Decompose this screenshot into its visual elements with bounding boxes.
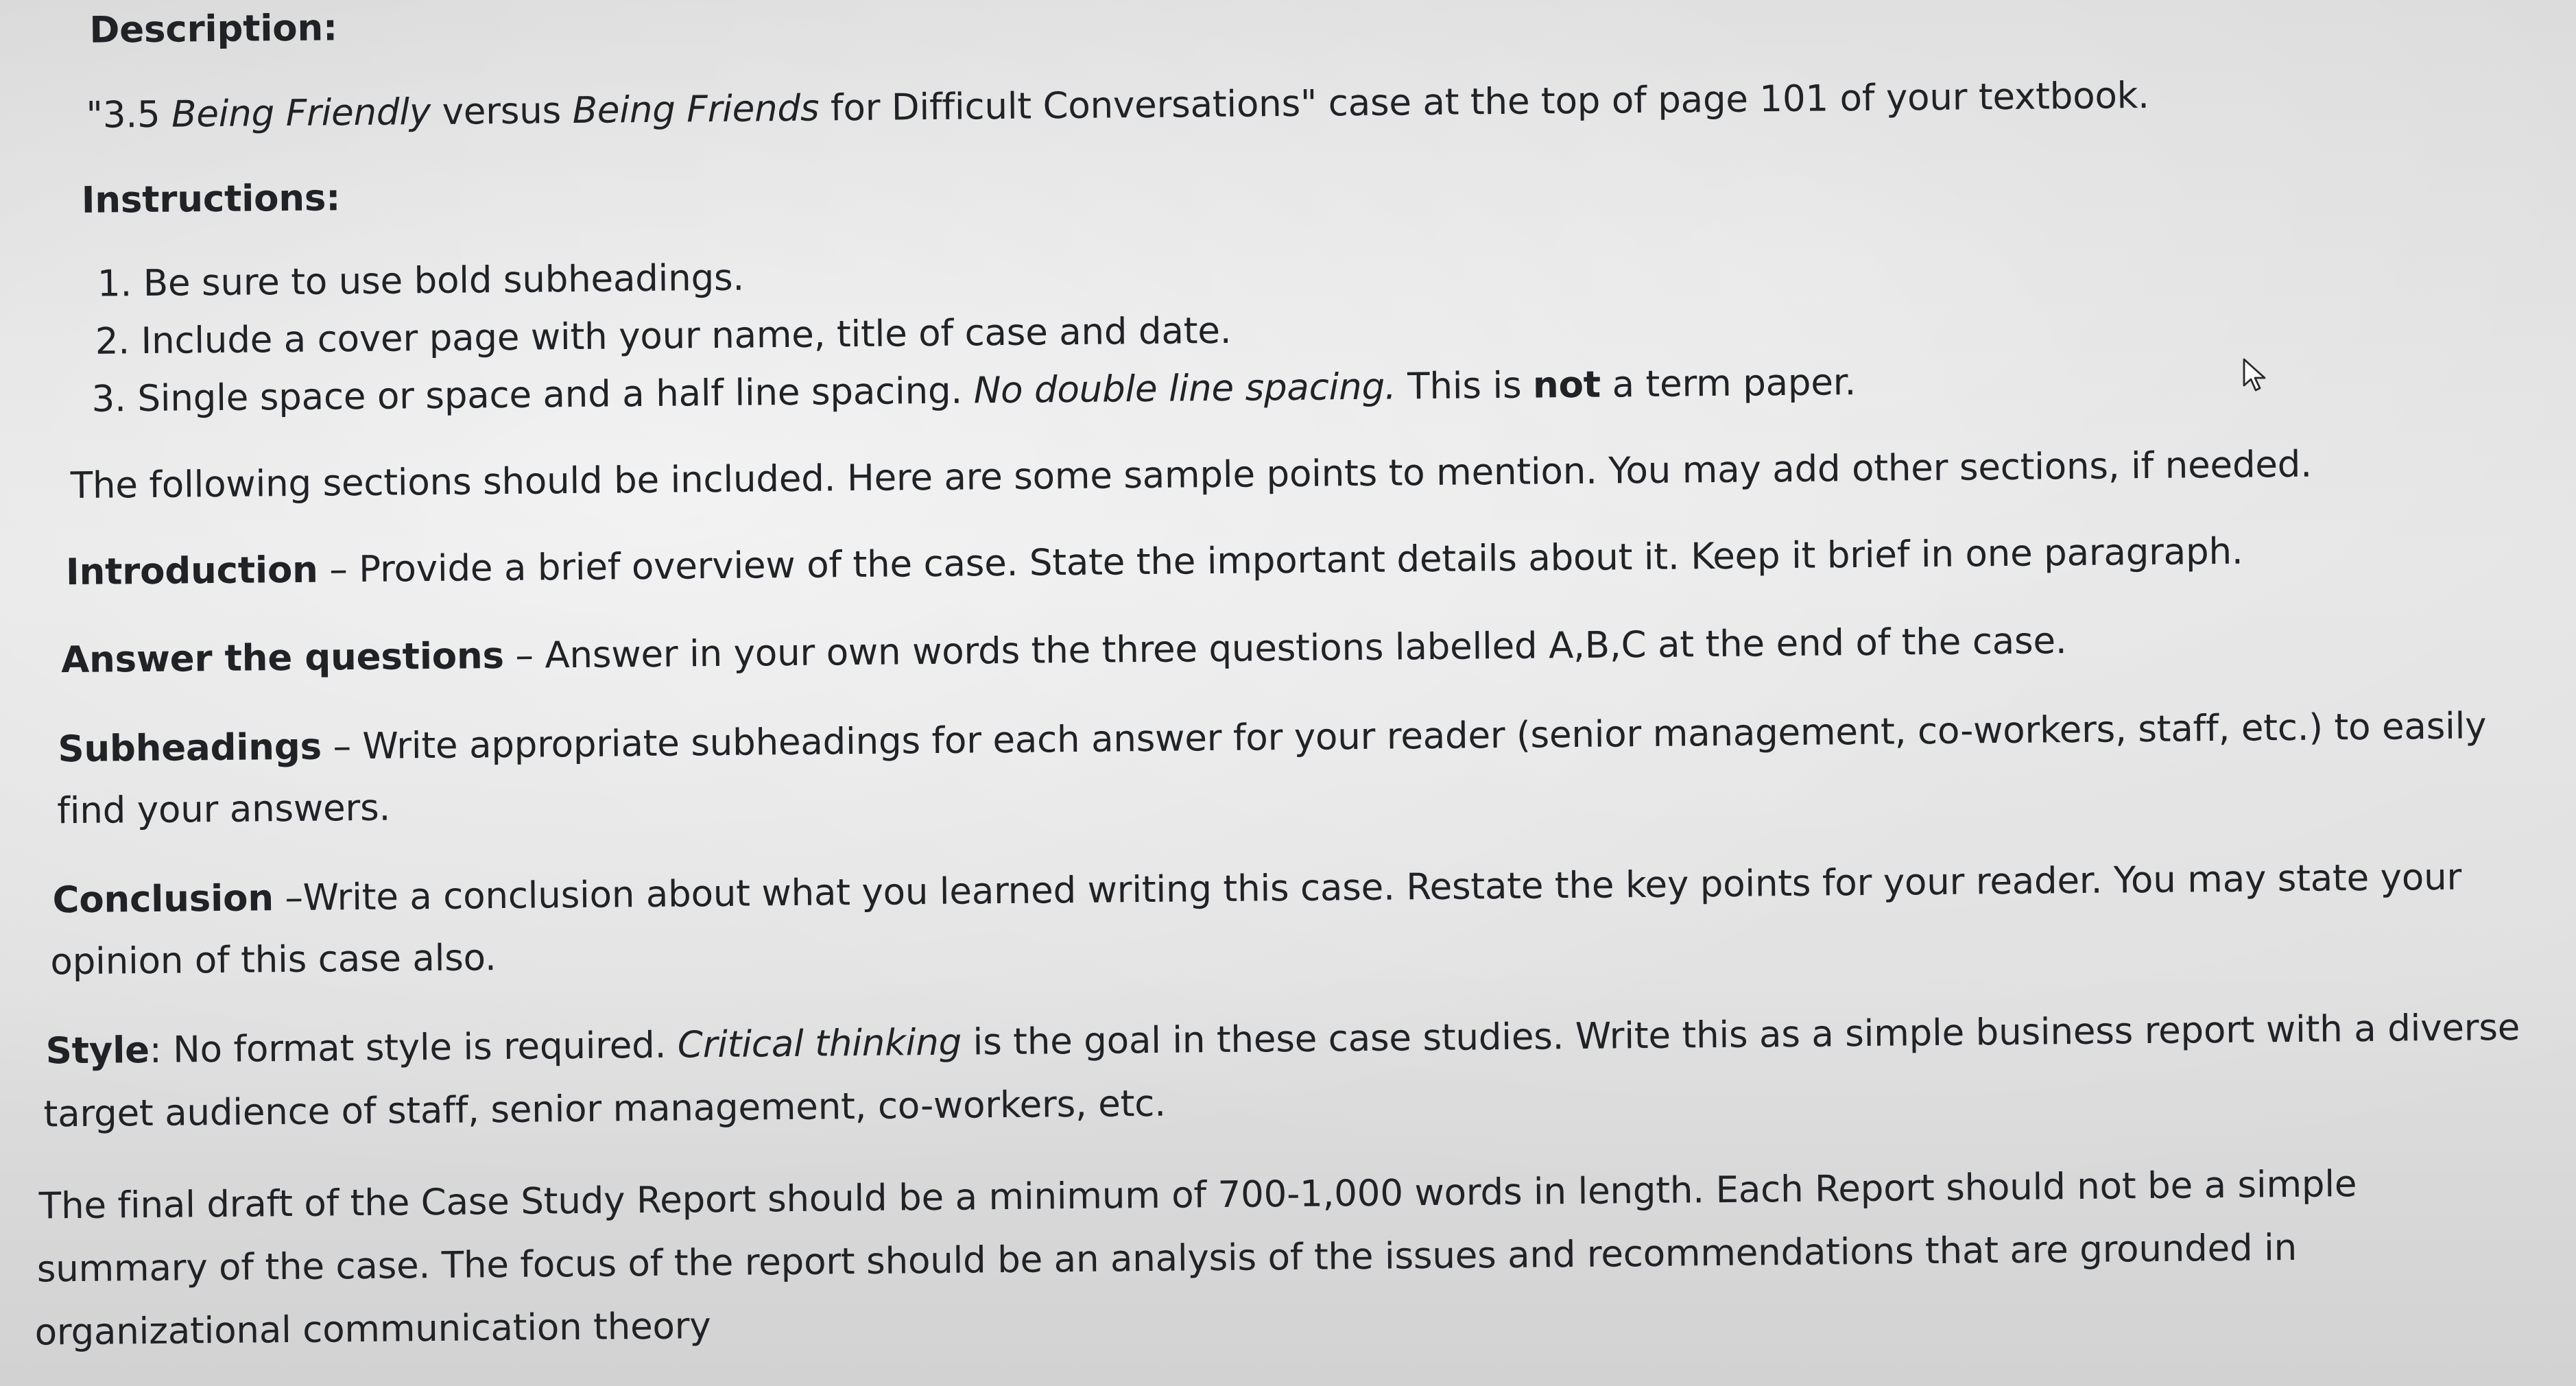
section-style-text-b: is the goal in these case studies. Write this as a simple business report with a diverse [961, 1006, 2520, 1064]
description-quote-open: "3.5 [86, 93, 172, 136]
section-style-italic: Critical thinking [677, 1021, 962, 1066]
description-italic-being-friends: Being Friends [572, 87, 820, 132]
instruction-item-2-text: 2. Include a cover page with your name, title of case and date. [95, 309, 1232, 363]
section-conclusion-text-line2: opinion of this case also. [50, 937, 497, 983]
description-mid: versus [430, 89, 573, 133]
section-subheadings-text-line2: find your answers. [57, 787, 391, 833]
description-heading [89, 8, 337, 51]
section-introduction-label: Introduction [65, 549, 318, 594]
section-style-text-line2: target audience of staff, senior management, co-workers, etc. [43, 1082, 1167, 1136]
section-subheadings-label: Subheadings [58, 726, 322, 771]
instruction-item-3-bold: not [1532, 363, 1601, 407]
instruction-item-1-text: 1. Be sure to use bold subheadings. [97, 256, 745, 305]
section-conclusion-text-line1: –Write a conclusion about what you learned writing this case. Restate the key points for your reader. You may state your [273, 856, 2462, 920]
instructions-heading [82, 178, 341, 222]
instruction-item-3-text-b: This is [1396, 364, 1534, 408]
section-answer-text: – Answer in your own words the three questions labelled A,B,C at the end of the case. [503, 620, 2067, 677]
section-introduction [66, 531, 2243, 593]
instruction-item-3-text-c: a term paper. [1600, 361, 1857, 406]
final-line-2 [36, 1228, 2297, 1291]
sections-intro-text: The following sections should be included. Here are some sample points to mention. You may add other sections, if needed. [70, 443, 2313, 507]
section-style-text-a: : No format style is required. [149, 1024, 678, 1071]
section-subheadings-line2 [57, 788, 390, 833]
final-line-2-text: summary of the case. The focus of the report should be an analysis of the issues and recommendations that are grounded in [36, 1226, 2298, 1291]
section-introduction-text: – Provide a brief overview of the case. State the important details about it. Keep it brief in one paragraph. [318, 530, 2243, 591]
section-answer [61, 621, 2067, 681]
description-rest: for Difficult Conversations" case at the top of page 101 of your textbook. [819, 74, 2150, 130]
mouse-pointer-icon [2241, 358, 2269, 394]
section-subheadings [58, 706, 2486, 770]
final-line-1 [39, 1164, 2357, 1227]
section-answer-label: Answer the questions [60, 634, 505, 682]
description-italic-being-friendly: Being Friendly [171, 91, 431, 136]
section-style-line2 [43, 1084, 1166, 1136]
section-conclusion-label: Conclusion [52, 877, 274, 922]
section-style-label: Style [45, 1029, 150, 1073]
instruction-item-3-italic: No double line spacing. [973, 366, 1396, 412]
section-subheadings-text-line1: – Write appropriate subheadings for each answer for your reader (senior management, co-workers, staff, etc.) to easily [321, 705, 2487, 768]
final-line-1-text: The final draft of the Case Study Report should be a minimum of 700-1,000 words in length. Each Report should not be a simple [38, 1163, 2357, 1228]
final-line-3 [34, 1306, 711, 1353]
section-style [45, 1007, 2520, 1073]
sections-intro [71, 444, 2313, 507]
description-text [86, 75, 2149, 136]
instructions-heading-text: Instructions: [81, 177, 341, 222]
section-conclusion-line2 [50, 937, 497, 983]
description-heading-text: Description: [89, 7, 338, 51]
instruction-item-2 [95, 311, 1232, 363]
instruction-item-3-text-a: 3. Single space or space and a half line spacing. [91, 370, 974, 420]
instruction-item-3 [91, 362, 1856, 420]
final-line-3-text: organizational communication theory [34, 1305, 711, 1354]
instruction-item-1 [97, 258, 745, 305]
section-conclusion [52, 857, 2461, 922]
